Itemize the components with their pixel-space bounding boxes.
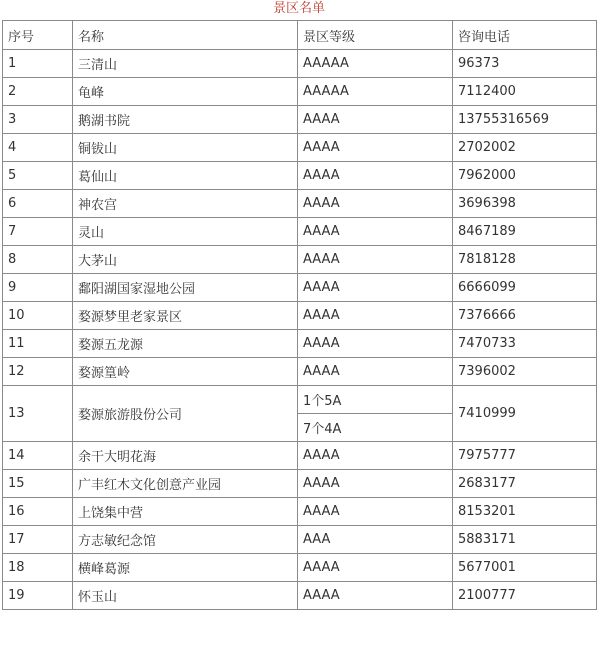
table-row xyxy=(3,386,597,414)
cell-name: 鹅湖书院 xyxy=(73,106,298,134)
cell-phone: 5883171 xyxy=(453,526,597,554)
cell-level: AAAA xyxy=(298,162,453,190)
header-cell-phone: 咨询电话 xyxy=(453,21,597,50)
cell-level: 1个5A xyxy=(298,386,453,414)
cell-level: AAAA xyxy=(298,442,453,470)
cell-no: 8 xyxy=(3,246,73,274)
cell-no: 14 xyxy=(3,442,73,470)
table-row xyxy=(3,442,597,470)
cell-phone: 2683177 xyxy=(453,470,597,498)
cell-name: 婺源篁岭 xyxy=(73,358,298,386)
cell-phone: 7376666 xyxy=(453,302,597,330)
table-row xyxy=(3,582,597,610)
cell-no: 9 xyxy=(3,274,73,302)
cell-level: AAAA xyxy=(298,190,453,218)
cell-phone: 5677001 xyxy=(453,554,597,582)
cell-level: AAAA xyxy=(298,330,453,358)
cell-name: 铜钹山 xyxy=(73,134,298,162)
header-cell-name: 名称 xyxy=(73,21,298,50)
cell-no: 3 xyxy=(3,106,73,134)
cell-no: 17 xyxy=(3,526,73,554)
cell-phone: 7962000 xyxy=(453,162,597,190)
table-row xyxy=(3,470,597,498)
cell-name: 婺源五龙源 xyxy=(73,330,298,358)
table-row xyxy=(3,218,597,246)
cell-no: 1 xyxy=(3,50,73,78)
table-row xyxy=(3,498,597,526)
cell-name: 怀玉山 xyxy=(73,582,298,610)
cell-level: AAA xyxy=(298,526,453,554)
cell-name: 神农宫 xyxy=(73,190,298,218)
table-row xyxy=(3,106,597,134)
cell-no: 18 xyxy=(3,554,73,582)
cell-level: AAAA xyxy=(298,498,453,526)
cell-phone: 7112400 xyxy=(453,78,597,106)
table-title: 景区名单 xyxy=(272,1,325,16)
cell-level: AAAA xyxy=(298,302,453,330)
cell-no: 15 xyxy=(3,470,73,498)
cell-name: 大茅山 xyxy=(73,246,298,274)
table-row xyxy=(3,162,597,190)
cell-level: AAAAA xyxy=(298,78,453,106)
cell-name: 婺源旅游股份公司 xyxy=(73,386,298,442)
table-row xyxy=(3,190,597,218)
cell-phone: 7410999 xyxy=(453,386,597,442)
table-row xyxy=(3,358,597,386)
cell-phone: 8153201 xyxy=(453,498,597,526)
cell-name: 鄱阳湖国家湿地公园 xyxy=(73,274,298,302)
table-row xyxy=(3,134,597,162)
cell-level: AAAA xyxy=(298,274,453,302)
cell-no: 12 xyxy=(3,358,73,386)
cell-no: 6 xyxy=(3,190,73,218)
cell-no: 16 xyxy=(3,498,73,526)
cell-phone: 13755316569 xyxy=(453,106,597,134)
table-header-row xyxy=(3,21,597,50)
table-row xyxy=(3,246,597,274)
table-row xyxy=(3,330,597,358)
cell-phone: 7975777 xyxy=(453,442,597,470)
cell-name: 余干大明花海 xyxy=(73,442,298,470)
header-cell-no: 序号 xyxy=(3,21,73,50)
cell-name: 灵山 xyxy=(73,218,298,246)
table-row xyxy=(3,554,597,582)
table-row xyxy=(3,78,597,106)
cell-name: 婺源梦里老家景区 xyxy=(73,302,298,330)
table-row xyxy=(3,302,597,330)
cell-level: AAAA xyxy=(298,582,453,610)
cell-name: 上饶集中营 xyxy=(73,498,298,526)
cell-level: AAAA xyxy=(298,246,453,274)
cell-name: 三清山 xyxy=(73,50,298,78)
cell-level: AAAA xyxy=(298,134,453,162)
cell-name: 方志敏纪念馆 xyxy=(73,526,298,554)
cell-phone: 3696398 xyxy=(453,190,597,218)
cell-name: 龟峰 xyxy=(73,78,298,106)
cell-level: 7个4A xyxy=(298,414,453,442)
cell-phone: 96373 xyxy=(453,50,597,78)
cell-phone: 7818128 xyxy=(453,246,597,274)
cell-phone: 7396002 xyxy=(453,358,597,386)
cell-phone: 6666099 xyxy=(453,274,597,302)
cell-level: AAAA xyxy=(298,554,453,582)
cell-name: 广丰红木文化创意产业园 xyxy=(73,470,298,498)
table-row xyxy=(3,50,597,78)
scenic-spot-table xyxy=(2,20,597,610)
cell-level: AAAAA xyxy=(298,50,453,78)
cell-phone: 7470733 xyxy=(453,330,597,358)
cell-phone: 2702002 xyxy=(453,134,597,162)
cell-level: AAAA xyxy=(298,106,453,134)
cell-no: 2 xyxy=(3,78,73,106)
cell-no: 13 xyxy=(3,386,73,442)
cell-no: 11 xyxy=(3,330,73,358)
cell-level: AAAA xyxy=(298,218,453,246)
cell-level: AAAA xyxy=(298,358,453,386)
cell-name: 葛仙山 xyxy=(73,162,298,190)
cell-level: AAAA xyxy=(298,470,453,498)
cell-no: 5 xyxy=(3,162,73,190)
cell-name: 横峰葛源 xyxy=(73,554,298,582)
table-row xyxy=(3,526,597,554)
header-cell-level: 景区等级 xyxy=(298,21,453,50)
cell-no: 10 xyxy=(3,302,73,330)
cell-phone: 2100777 xyxy=(453,582,597,610)
cell-no: 19 xyxy=(3,582,73,610)
cell-no: 4 xyxy=(3,134,73,162)
table-row xyxy=(3,274,597,302)
cell-phone: 8467189 xyxy=(453,218,597,246)
cell-no: 7 xyxy=(3,218,73,246)
